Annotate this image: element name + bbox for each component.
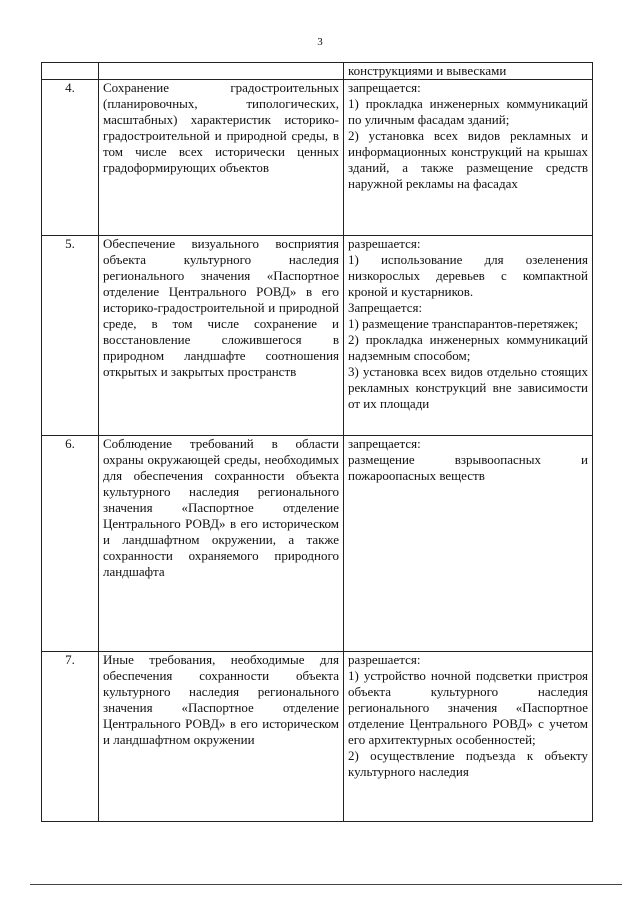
detail-line: 1) использование для озеленения низкорослых деревьев с компактной кроной и кустарников. xyxy=(348,252,588,299)
detail-line: разрешается: xyxy=(348,236,421,251)
detail-line: 1) прокладка инженерных коммуникаций по уличным фасадам зданий; xyxy=(348,96,588,127)
row-number: 7. xyxy=(42,652,99,822)
requirement-detail xyxy=(344,63,593,80)
detail-line: 1) устройство ночной подсветки пристроя объекта культурного наследия регионального значения «Паспортное отделение Центрального РОВД» с учетом его архитектурных особенностей; xyxy=(348,668,588,747)
table-row xyxy=(42,80,593,236)
detail-line: размещение взрывоопасных и пожароопасных веществ xyxy=(348,452,588,483)
row-number: 5. xyxy=(42,236,99,436)
detail-line: 2) прокладка инженерных коммуникаций надземным способом; xyxy=(348,332,588,363)
requirement-name: Иные требования, необходимые для обеспечения сохранности объекта культурного наследия регионального значения «Паспортное отделение Центрального РОВД» в его историческом и ландшафтном окружении xyxy=(99,652,344,822)
detail-line: Запрещается: xyxy=(348,300,423,315)
requirement-detail xyxy=(344,80,593,236)
detail-line: 3) установка всех видов отдельно стоящих рекламных конструкций вне зависимости от их площади xyxy=(348,364,588,411)
requirement-detail xyxy=(344,652,593,822)
table-row xyxy=(42,652,593,822)
page-bottom-rule xyxy=(30,884,622,885)
table-row xyxy=(42,63,593,80)
detail-line: 2) установка всех видов рекламных и информационных конструкций на крышах зданий, а также размещение средств наружной рекламы на фасадах xyxy=(348,128,588,191)
detail-line: 1) размещение транспарантов-перетяжек; xyxy=(348,316,579,331)
row-number: 4. xyxy=(42,80,99,236)
detail-line: конструкциями и вывесками xyxy=(348,63,507,78)
page-number: 3 xyxy=(317,36,323,48)
requirement-name: Соблюдение требований в области охраны окружающей среды, необходимых для обеспечения сохранности объекта культурного наследия регионального значения «Паспортное отделение Центрального РОВД» в его историческом и ландшафтном окружении, а также сохранности охраняемого природного ландшафта xyxy=(99,436,344,652)
requirement-detail xyxy=(344,236,593,436)
requirement-name: Сохранение градостроительных (планировочных, типологических, масштабных) характеристик историко-градостроительной и природной среды, в том числе всех исторически ценных градоформирующих объектов xyxy=(99,80,344,236)
row-number: 6. xyxy=(42,436,99,652)
detail-line: разрешается: xyxy=(348,652,421,667)
table-row xyxy=(42,236,593,436)
detail-line: 2) осуществление подъезда к объекту культурного наследия xyxy=(348,748,588,779)
requirement-name: Обеспечение визуального восприятия объекта культурного наследия регионального значения «Паспортное отделение Центрального РОВД» в его историко-градостроительной и природной среде, в том числе сохранение и восстановление сложившегося в природном ландшафте соотношения открытых и закрытых пространств xyxy=(99,236,344,436)
row-number xyxy=(42,63,99,80)
requirement-name xyxy=(99,63,344,80)
table-row xyxy=(42,436,593,652)
detail-line: запрещается: xyxy=(348,80,421,95)
requirements-table xyxy=(41,62,593,822)
detail-line: запрещается: xyxy=(348,436,421,451)
requirement-detail xyxy=(344,436,593,652)
